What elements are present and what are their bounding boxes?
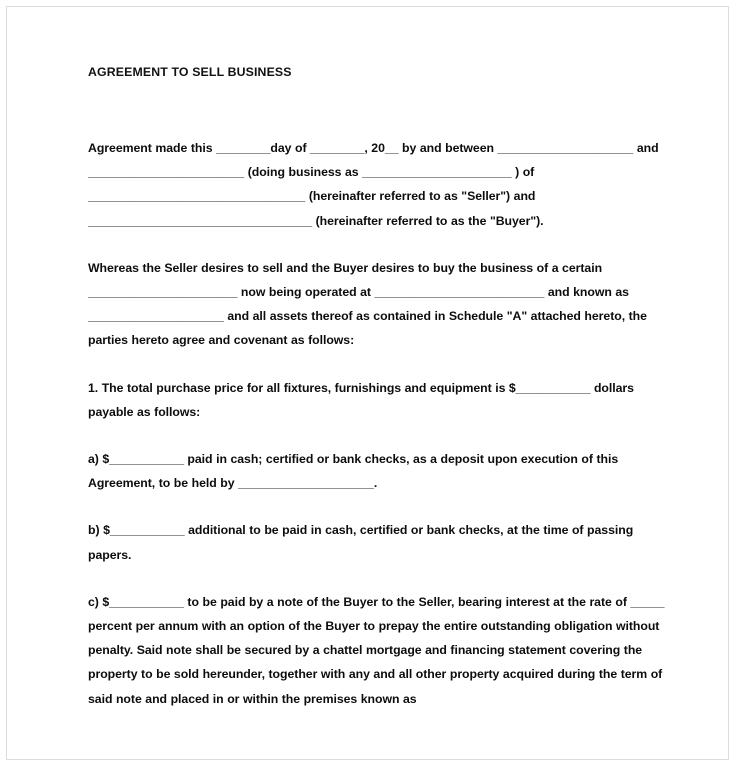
spacer-after-title <box>88 80 678 136</box>
spacer-after-clause-b <box>88 567 678 590</box>
page-title: AGREEMENT TO SELL BUSINESS <box>88 65 292 79</box>
clause-a-deposit: a) $___________ paid in cash; certified or bank checks, as a deposit upon execution of this Agreement, to be held by ____________________. <box>88 452 619 491</box>
document-body <box>88 64 678 711</box>
clause-1-purchase-price: 1. The total purchase price for all fixtures, furnishings and equipment is $___________ dollars payable as follows: <box>88 380 634 419</box>
document-page <box>6 6 729 760</box>
paragraph-intro: Agreement made this ________day of ________, 20__ by and between ____________________ and _______________________ (doing business as ______________________ ) of ________________________________ (hereinafter referred to as "Seller") and _________________________________ (hereinafter referred to as the "Buyer"). <box>88 141 659 228</box>
clause-c-promissory-note: c) $___________ to be paid by a note of the Buyer to the Seller, bearing interest at the rate of _____ percent per annum with an option of the Buyer to prepay the entire outstanding obligation without penalty. Said note shall be secured by a chattel mortgage and financing statement covering the property to be sold hereunder, together with any and all other property acquired during the term of said note and placed in or within the premises known as <box>88 594 665 706</box>
spacer-after-whereas <box>88 353 678 376</box>
clause-b-additional-payment: b) $___________ additional to be paid in cash, certified or bank checks, at the time of passing papers. <box>88 523 634 562</box>
spacer-after-clause-a <box>88 495 678 518</box>
spacer-after-clause-1 <box>88 424 678 447</box>
paragraph-whereas: Whereas the Seller desires to sell and the Buyer desires to buy the business of a certain ______________________ now being operated at _________________________ and known as ____________________ and all assets thereof as contained in Schedule "A" attached hereto, the parties hereto agree and covenant as follows: <box>88 260 647 348</box>
spacer-after-intro <box>88 233 678 256</box>
